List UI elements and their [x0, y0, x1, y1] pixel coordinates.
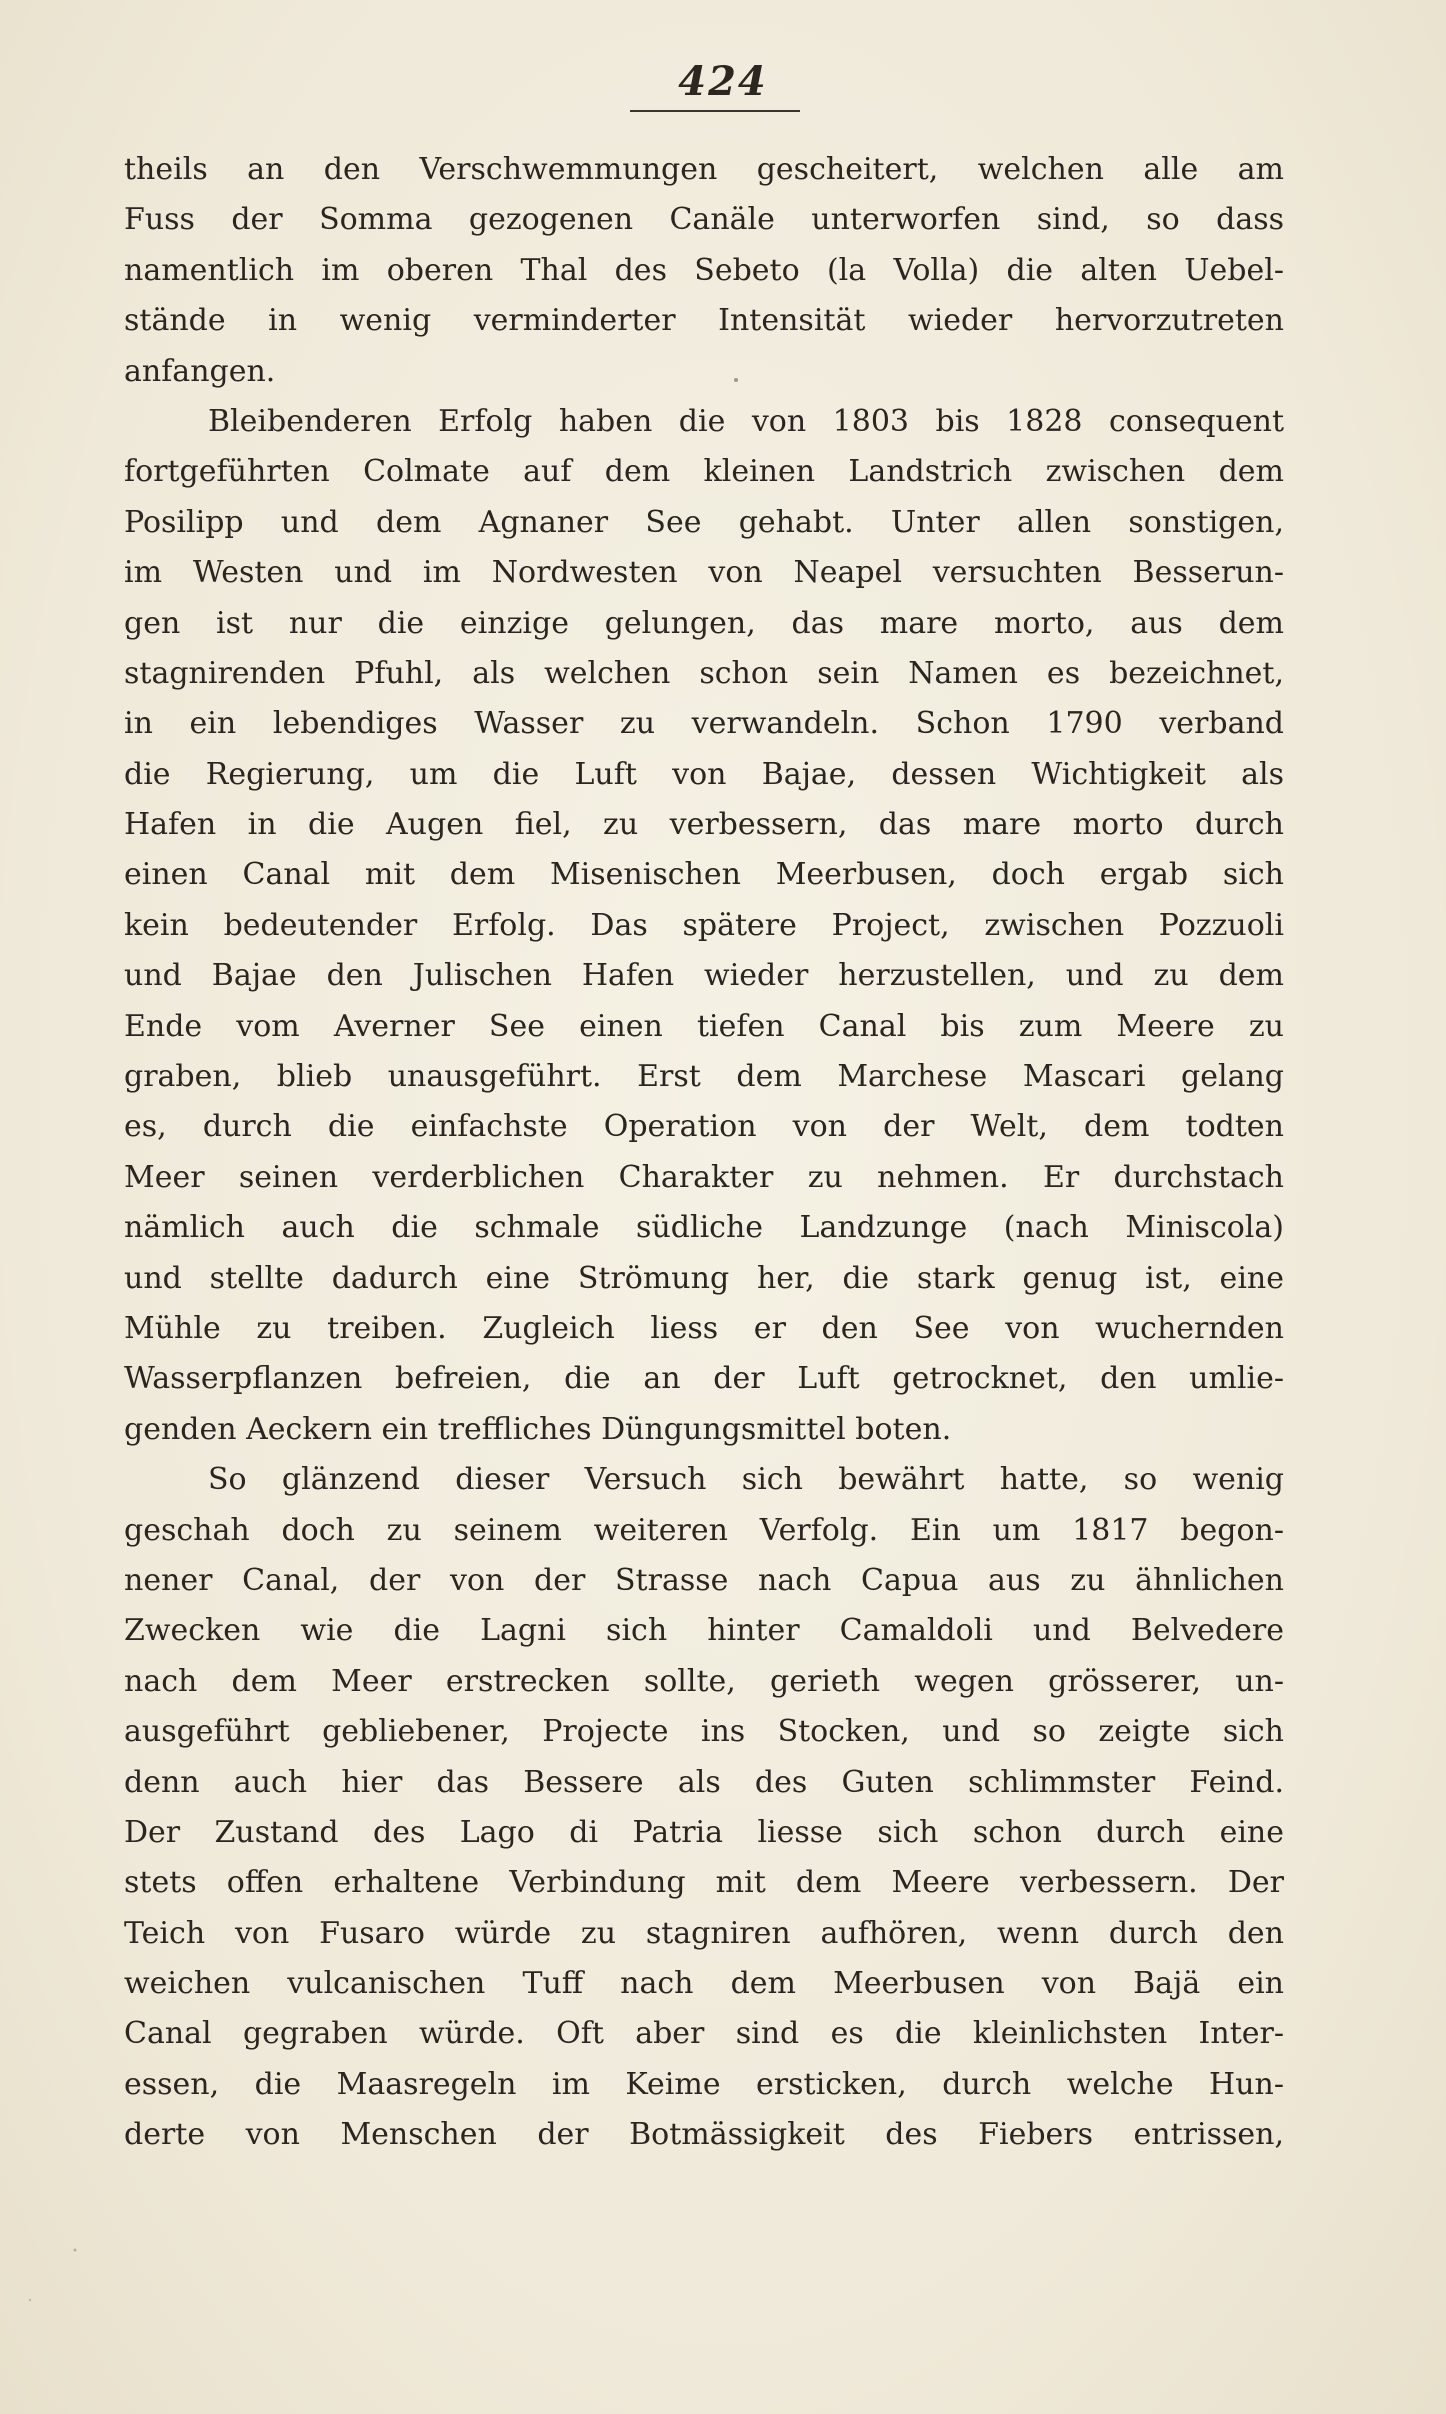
text-line: und Bajae den Julischen Hafen wieder herzustellen, und zu dem	[124, 958, 1284, 994]
text-line: nener Canal, der von der Strasse nach Capua aus zu ähnlichen	[124, 1562, 1284, 1598]
text-line: Posilipp und dem Agnaner See gehabt. Unter allen sonstigen,	[124, 504, 1284, 540]
text-line: derte von Menschen der Botmässigkeit des Fiebers entrissen,	[124, 2117, 1284, 2153]
text-line: einen Canal mit dem Misenischen Meerbusen, doch ergab sich	[124, 857, 1284, 893]
text-line: genden Aeckern ein treffliches Düngungsmittel boten.	[124, 1411, 952, 1447]
text-line: So glänzend dieser Versuch sich bewährt hatte, so wenig	[208, 1462, 1284, 1498]
text-line: Zwecken wie die Lagni sich hinter Camaldoli und Belvedere	[124, 1613, 1284, 1649]
page-number: 424	[678, 58, 768, 105]
text-line: anfangen.	[124, 353, 276, 389]
text-line: Wasserpflanzen befreien, die an der Luft getrocknet, den umlie-	[124, 1361, 1284, 1397]
text-line: weichen vulcanischen Tuff nach dem Meerbusen von Bajä ein	[124, 1966, 1284, 2002]
text-line: Meer seinen verderblichen Charakter zu nehmen. Er durchstach	[124, 1159, 1284, 1195]
text-line: und stellte dadurch eine Strömung her, die stark genug ist, eine	[124, 1260, 1284, 1296]
text-line: Mühle zu treiben. Zugleich liess er den See von wuchernden	[124, 1310, 1284, 1346]
text-line: Canal gegraben würde. Oft aber sind es die kleinlichsten Inter-	[124, 2016, 1284, 2052]
text-line: im Westen und im Nordwesten von Neapel versuchten Besserun-	[124, 555, 1284, 591]
text-line: fortgeführten Colmate auf dem kleinen Landstrich zwischen dem	[124, 454, 1284, 490]
text-line: Der Zustand des Lago di Patria liesse sich schon durch eine	[124, 1814, 1284, 1850]
text-line: essen, die Maasregeln im Keime ersticken, durch welche Hun-	[124, 2066, 1284, 2102]
text-line: theils an den Verschwemmungen gescheitert, welchen alle am	[124, 152, 1284, 187]
text-line: graben, blieb unausgeführt. Erst dem Marchese Mascari gelang	[124, 1059, 1284, 1095]
text-line: nämlich auch die schmale südliche Landzunge (nach Miniscola)	[124, 1210, 1284, 1246]
text-line: stets offen erhaltene Verbindung mit dem Meere verbessern. Der	[124, 1865, 1284, 1901]
text-line: ausgeführt gebliebener, Projecte ins Stocken, und so zeigte sich	[124, 1714, 1284, 1750]
text-line: namentlich im oberen Thal des Sebeto (la Volla) die alten Uebel-	[124, 252, 1284, 288]
body-text	[124, 145, 1284, 2161]
text-line: Fuss der Somma gezogenen Canäle unterworfen sind, so dass	[124, 202, 1284, 238]
text-line: Bleibenderen Erfolg haben die von 1803 bis 1828 consequent	[208, 403, 1284, 439]
text-line: geschah doch zu seinem weiteren Verfolg. Ein um 1817 begon-	[124, 1512, 1284, 1548]
text-line: Hafen in die Augen fiel, zu verbessern, das mare morto durch	[124, 807, 1284, 843]
text-line: in ein lebendiges Wasser zu verwandeln. Schon 1790 verband	[124, 706, 1284, 742]
text-line: nach dem Meer erstrecken sollte, gerieth wegen grösserer, un-	[124, 1663, 1284, 1699]
text-line: die Regierung, um die Luft von Bajae, dessen Wichtigkeit als	[124, 756, 1284, 792]
text-line: stagnirenden Pfuhl, als welchen schon sein Namen es bezeichnet,	[124, 655, 1284, 691]
text-line: kein bedeutender Erfolg. Das spätere Project, zwischen Pozzuoli	[124, 907, 1284, 943]
text-line: Ende vom Averner See einen tiefen Canal bis zum Meere zu	[124, 1008, 1284, 1044]
text-line: es, durch die einfachste Operation von der Welt, dem todten	[124, 1109, 1284, 1145]
text-line: gen ist nur die einzige gelungen, das mare morto, aus dem	[124, 605, 1284, 641]
text-line: stände in wenig verminderter Intensität wieder hervorzutreten	[124, 303, 1284, 339]
text-line: denn auch hier das Bessere als des Guten schlimmster Feind.	[124, 1764, 1284, 1800]
text-line: Teich von Fusaro würde zu stagniren aufhören, wenn durch den	[124, 1915, 1284, 1951]
header-rule	[630, 110, 800, 112]
